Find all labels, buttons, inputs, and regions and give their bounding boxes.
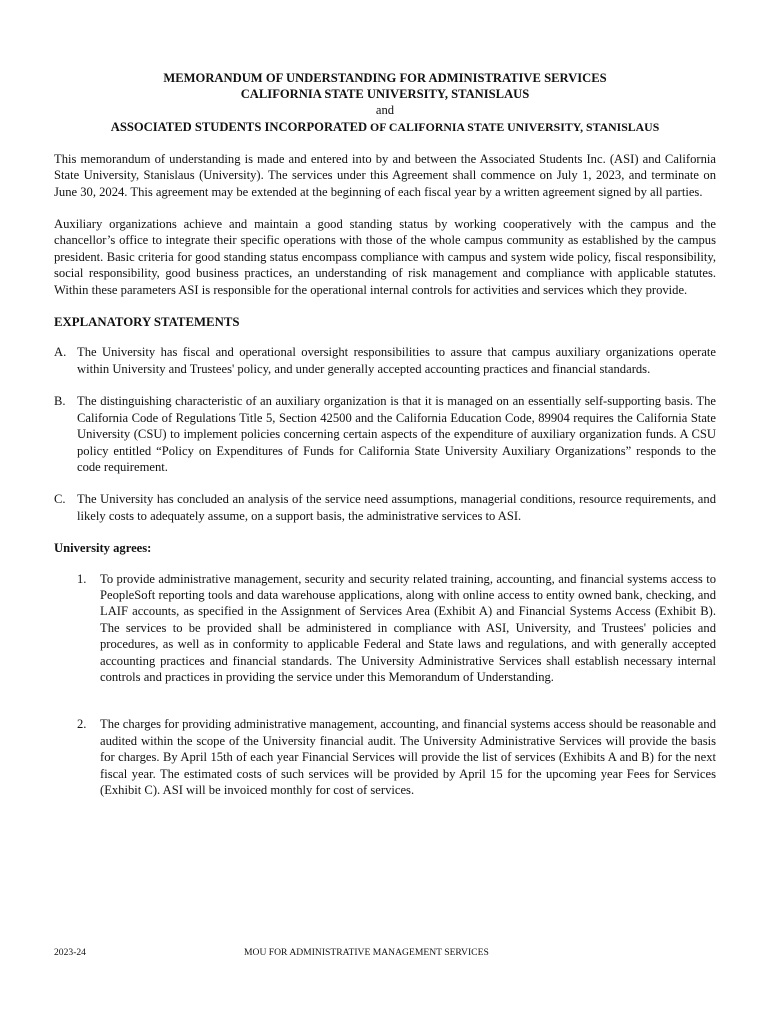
explanatory-item-a [54, 344, 716, 377]
footer-title: MOU FOR ADMINISTRATIVE MANAGEMENT SERVICES [244, 947, 489, 958]
footer-year: 2023-24 [54, 947, 86, 958]
title-line-2: CALIFORNIA STATE UNIVERSITY, STANISLAUS [240, 87, 530, 102]
list-item-text: The University has fiscal and operational oversight responsibilities to assure that campus auxiliary organizations operate within University and Trustees' policy, and under generally accepted accounting practices and financial standards. [77, 345, 716, 376]
university-agrees-heading: University agrees: [54, 541, 152, 556]
list-marker: A. [54, 345, 67, 360]
list-item-text: To provide administrative management, security and security related training, accounting, and financial systems access to PeopleSoft reporting tools and data warehouse applications, along with online access to entity owned bank, checking, and LAIF accounts, as specified in the Assignment of Services Area (Exhibit A) and Financial Systems Access (Exhibit B). The services to be provided shall be administered in compliance with ASI, University, and Trustees' policies and procedures, as well as in conformity to applicable Federal and State laws and regulations, and with generally accepted accounting practices and financial standards. The University Administrative Services shall establish necessary internal controls and practices in providing the service under this Memorandum of Understanding. [100, 571, 716, 684]
title-line-3-org: ASSOCIATED STUDENTS INCORPORATED [110, 119, 368, 134]
list-item-text: The distinguishing characteristic of an auxiliary organization is that it is managed on an essentially self-supporting basis. The California Code of Regulations Title 5, Section 42500 and the California Education Code, 89904 requires the California State University (CSU) to implement policies concerning certain aspects of the expenditure of auxiliary organization funds. A CSU policy entitled “Policy on Expenditures of Funds for California State University Auxiliary Organizations” responds to the code requirement. [77, 394, 716, 474]
intro-paragraph-2: Auxiliary organizations achieve and maintain a good standing status by working cooperatively with the campus and the chancellor’s office to integrate their specific operations with those of the whole campus community as established by the campus president. Basic criteria for good standing status encompass compliance with campus and system wide policy, fiscal responsibility, social responsibility, good business practices, an understanding of risk management and compliance with applicable statutes. Within these parameters ASI is responsible for the operational internal controls for activities and services which they provide. [54, 217, 716, 297]
title-line-1: MEMORANDUM OF UNDERSTANDING FOR ADMINISTRATIVE SERVICES [163, 71, 607, 85]
university-agrees-item-2 [54, 716, 716, 798]
document-page [54, 70, 716, 798]
list-item-text: The charges for providing administrative management, accounting, and financial systems access should be reasonable and audited within the scope of the University financial audit. The University Administrative Services will provide the basis for charges. By April 15th of each year Financial Services will provide the list of services (Exhibits A and B) for the next fiscal year. The estimated costs of such services will be provided by April 15 for the upcoming year Fees for Services (Exhibit C). ASI will be invoiced monthly for cost of services. [100, 717, 716, 797]
intro-paragraph-1: This memorandum of understanding is made and entered into by and between the Associated Students Inc. (ASI) and California State University, Stanislaus (University). The services under this Agreement shall commence on July 1, 2023, and terminate on June 30, 2024. This agreement may be extended at the beginning of each fiscal year by a written agreement signed by all parties. [54, 151, 716, 199]
explanatory-item-b [54, 393, 716, 475]
list-marker: B. [54, 394, 66, 409]
list-item-text: The University has concluded an analysis of the service need assumptions, managerial conditions, resource requirements, and likely costs to adequately assume, on a support basis, the administrative services to ASI. [77, 492, 716, 523]
university-agrees-item-1 [54, 571, 716, 686]
list-marker: 2. [77, 717, 87, 732]
explanatory-item-c [54, 491, 716, 524]
list-marker: 1. [77, 571, 87, 586]
title-and: and [375, 103, 395, 118]
document-title [54, 70, 716, 135]
explanatory-statements-heading: EXPLANATORY STATEMENTS [54, 315, 240, 330]
title-line-3-university: OF CALIFORNIA STATE UNIVERSITY, STANISLAUS [367, 119, 660, 134]
list-marker: C. [54, 492, 66, 507]
title-line-3 [54, 119, 716, 135]
